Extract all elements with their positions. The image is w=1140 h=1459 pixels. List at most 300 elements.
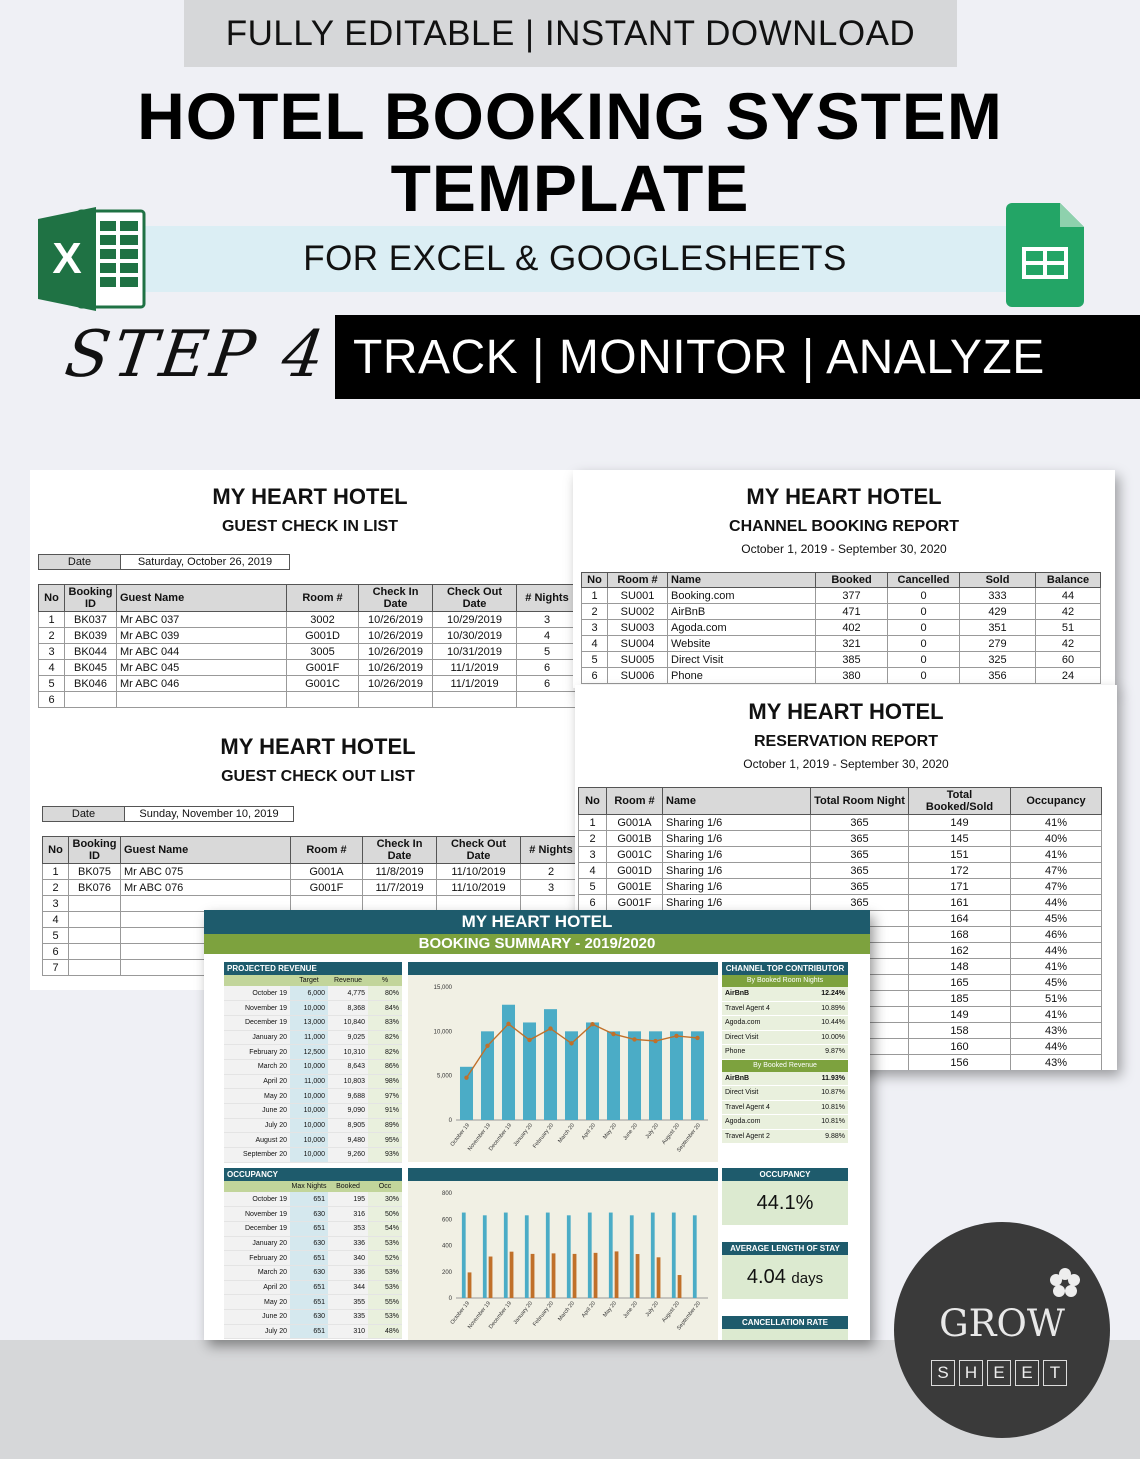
table-cell: 48%	[368, 1324, 402, 1339]
table-cell: 53%	[368, 1280, 402, 1295]
col-booking-id: Booking ID	[69, 837, 121, 864]
booked-bar	[531, 1254, 535, 1298]
table-cell: July 20	[224, 1118, 290, 1133]
by-nights-list	[722, 987, 848, 1060]
table-cell: 0	[888, 652, 960, 668]
table-cell: 365	[811, 879, 909, 895]
table-cell: G001B	[607, 831, 663, 847]
contributor-share: 9.88%	[825, 1132, 845, 1140]
target-bar	[691, 1031, 704, 1120]
table-cell: 1	[582, 588, 608, 604]
y-tick-label: 400	[441, 1243, 452, 1250]
contributor-row	[722, 1031, 848, 1046]
table-cell: 165	[909, 975, 1011, 991]
table-cell: 365	[811, 863, 909, 879]
y-tick-label: 800	[441, 1191, 452, 1197]
table-cell	[117, 692, 287, 708]
max-nights-bar	[567, 1215, 571, 1298]
table-cell: 51%	[1011, 991, 1102, 1007]
contributor-name: AirBnB	[725, 990, 750, 997]
col-nights: # Nights	[517, 585, 578, 612]
table-cell: 158	[909, 1023, 1011, 1039]
google-sheets-icon	[1006, 203, 1084, 307]
table-cell: August 20	[224, 1133, 290, 1148]
table-cell: 344	[328, 1280, 368, 1295]
svg-text:X: X	[52, 234, 82, 283]
table-row	[579, 879, 1102, 895]
revenue-point	[590, 1022, 594, 1026]
table-row	[224, 1207, 402, 1222]
table-cell: April 20	[224, 1074, 290, 1089]
col-no: No	[579, 788, 607, 815]
table-cell: 0	[888, 588, 960, 604]
table-cell: 4	[582, 636, 608, 652]
table-cell: 5	[39, 676, 65, 692]
table-cell: 651	[290, 1295, 328, 1310]
revenue-chart-header	[408, 962, 718, 975]
table-cell: 10,000	[290, 1133, 328, 1148]
table-cell: 195	[328, 1192, 368, 1207]
table-cell: 356	[960, 668, 1036, 684]
table-cell: Agoda.com	[668, 620, 816, 636]
table-cell: 98%	[368, 1074, 402, 1089]
revenue-col-headers	[224, 975, 402, 986]
reservation-period: October 1, 2019 - September 30, 2020	[743, 757, 949, 771]
table-row	[39, 692, 578, 708]
x-tick-label: August 20	[661, 1122, 682, 1146]
table-cell: 402	[816, 620, 888, 636]
col-checkout-date: Check Out Date	[433, 585, 517, 612]
table-cell: October 19	[224, 986, 290, 1001]
x-tick-label: April 20	[580, 1300, 598, 1319]
checkin-hotel-name: MY HEART HOTEL	[212, 484, 408, 509]
table-cell	[69, 960, 121, 976]
channel-period: October 1, 2019 - September 30, 2020	[741, 542, 947, 556]
contributor-name: Agoda.com	[725, 1118, 761, 1125]
table-cell: May 20	[224, 1089, 290, 1104]
table-cell: G001C	[287, 676, 359, 692]
revenue-col-target: Target	[299, 977, 319, 984]
checkout-hotel-name: MY HEART HOTEL	[220, 734, 416, 759]
x-tick-label: May 20	[602, 1300, 619, 1319]
table-cell	[69, 928, 121, 944]
x-tick-label: October 19	[449, 1122, 472, 1148]
col-room: Room #	[291, 837, 363, 864]
contributor-share: 10.81%	[821, 1118, 845, 1125]
table-cell: 162	[909, 943, 1011, 959]
table-cell: December 19	[224, 1015, 290, 1030]
table-cell: 630	[290, 1236, 328, 1251]
table-cell: 377	[816, 588, 888, 604]
table-cell: 44%	[1011, 943, 1102, 959]
table-cell: G001A	[607, 815, 663, 831]
table-cell: 41%	[1011, 815, 1102, 831]
contributor-row	[722, 1086, 848, 1101]
contributor-share: 11.93%	[821, 1074, 845, 1082]
table-cell: 3	[39, 644, 65, 660]
table-cell: AirBnB	[668, 604, 816, 620]
table-cell: 336	[328, 1236, 368, 1251]
target-bar	[607, 1031, 620, 1120]
booked-bar	[468, 1272, 472, 1298]
max-nights-bar	[546, 1213, 550, 1298]
table-cell	[433, 692, 517, 708]
col-cancelled: Cancelled	[888, 573, 960, 588]
table-cell: 149	[909, 815, 1011, 831]
table-cell: 52%	[368, 1251, 402, 1266]
x-tick-label: March 20	[557, 1122, 577, 1145]
occupancy-rows	[224, 1192, 402, 1339]
table-cell: G001E	[607, 879, 663, 895]
col-room: Room #	[607, 788, 663, 815]
table-cell: 91%	[368, 1104, 402, 1119]
col-balance: Balance	[1036, 573, 1101, 588]
table-cell: 630	[290, 1265, 328, 1280]
table-cell: Mr ABC 045	[117, 660, 287, 676]
table-cell: 365	[811, 815, 909, 831]
table-row	[224, 1133, 402, 1148]
table-cell: 83%	[368, 1015, 402, 1030]
table-row	[582, 588, 1101, 604]
contributor-title: CHANNEL TOP CONTRIBUTOR	[722, 962, 848, 975]
table-cell: June 20	[224, 1104, 290, 1119]
x-tick-label: November 19	[467, 1122, 493, 1153]
table-row	[224, 1324, 402, 1339]
table-cell: 82%	[368, 1030, 402, 1045]
table-cell: SU005	[608, 652, 668, 668]
booked-bar	[636, 1254, 640, 1298]
max-nights-bar	[504, 1213, 508, 1298]
table-cell: G001F	[291, 880, 363, 896]
revenue-panel	[224, 962, 402, 1163]
checkin-table	[38, 584, 578, 708]
table-cell	[69, 944, 121, 960]
table-cell: 11/7/2019	[363, 880, 437, 896]
table-cell: June 20	[224, 1310, 290, 1325]
logo-letter: H	[959, 1360, 983, 1386]
logo-letters	[931, 1360, 1067, 1386]
table-row	[39, 644, 578, 660]
table-row	[224, 1089, 402, 1104]
table-cell: 4,775	[328, 986, 368, 1001]
dashboard-subtitle: BOOKING SUMMARY - 2019/2020	[204, 934, 870, 954]
table-cell: 2	[43, 880, 69, 896]
revenue-col-revenue: Revenue	[333, 977, 363, 984]
col-checkin-date: Check In Date	[363, 837, 437, 864]
table-cell: 5	[582, 652, 608, 668]
avg-stay-unit: days	[791, 1270, 824, 1287]
table-row	[224, 1104, 402, 1119]
table-cell: 471	[816, 604, 888, 620]
channel-hotel-name: MY HEART HOTEL	[746, 484, 942, 509]
table-cell: 365	[811, 847, 909, 863]
table-cell: 1	[43, 864, 69, 880]
col-room: Room #	[608, 573, 668, 588]
contributor-share: 10.87%	[821, 1089, 845, 1096]
table-cell: 172	[909, 863, 1011, 879]
table-cell: 145	[909, 831, 1011, 847]
table-cell: 335	[328, 1310, 368, 1325]
revenue-point	[527, 1038, 531, 1042]
table-row	[224, 1001, 402, 1016]
step-label: STEP 4	[60, 318, 333, 392]
table-row	[579, 815, 1102, 831]
checkout-date-box	[42, 806, 294, 822]
table-cell: 9,260	[328, 1148, 368, 1163]
x-tick-label: December 19	[488, 1300, 514, 1331]
table-cell: 80%	[368, 986, 402, 1001]
channel-title: CHANNEL BOOKING REPORT	[729, 518, 959, 535]
table-cell: 10/30/2019	[433, 628, 517, 644]
contributor-name: Travel Agent 2	[725, 1132, 770, 1140]
table-cell: December 19	[224, 1221, 290, 1236]
table-cell: 13,000	[290, 1015, 328, 1030]
x-tick-label: October 19	[449, 1300, 472, 1326]
table-cell: 148	[909, 959, 1011, 975]
x-tick-label: July 20	[644, 1300, 661, 1318]
contributor-name: Direct Visit	[725, 1089, 759, 1096]
table-cell: 10,310	[328, 1045, 368, 1060]
avg-stay-value: 4.04	[746, 1266, 786, 1288]
max-nights-bar	[588, 1213, 592, 1298]
table-cell: 8,368	[328, 1001, 368, 1016]
table-cell: 365	[811, 895, 909, 911]
col-no: No	[39, 585, 65, 612]
subtitle-band	[140, 226, 1010, 292]
x-tick-label: July 20	[644, 1122, 661, 1140]
table-cell: 651	[290, 1251, 328, 1266]
table-cell: 5	[579, 879, 607, 895]
checkin-date-value: Saturday, October 26, 2019	[137, 556, 273, 568]
table-cell: 0	[888, 668, 960, 684]
avg-stay-box	[722, 1255, 848, 1299]
x-tick-label: June 20	[622, 1300, 640, 1320]
table-cell: Website	[668, 636, 816, 652]
table-cell: G001C	[607, 847, 663, 863]
target-bar	[670, 1031, 683, 1120]
table-cell: 46%	[1011, 927, 1102, 943]
table-cell: 3	[579, 847, 607, 863]
table-cell: 316	[328, 1207, 368, 1222]
occupancy-col-headers	[224, 1181, 402, 1192]
contributor-row	[722, 1045, 848, 1060]
table-cell: 340	[328, 1251, 368, 1266]
table-cell: 6	[517, 660, 578, 676]
max-nights-bar	[609, 1213, 613, 1298]
table-cell: 10/26/2019	[359, 660, 433, 676]
table-cell: 325	[960, 652, 1036, 668]
occupancy-kpi	[722, 1168, 848, 1225]
table-cell: 355	[328, 1295, 368, 1310]
cancellation-box	[722, 1329, 848, 1340]
table-cell: 185	[909, 991, 1011, 1007]
table-cell: BK045	[65, 660, 117, 676]
table-cell: SU004	[608, 636, 668, 652]
table-cell: 6	[43, 944, 69, 960]
table-row	[39, 660, 578, 676]
table-cell: 4	[43, 912, 69, 928]
table-cell: 651	[290, 1324, 328, 1339]
contributor-row	[722, 1130, 848, 1145]
table-cell: 10,000	[290, 1001, 328, 1016]
table-cell: SU002	[608, 604, 668, 620]
revenue-point	[485, 1044, 489, 1048]
table-cell: 10,000	[290, 1148, 328, 1163]
logo-letter: E	[1015, 1360, 1039, 1386]
channel-table	[581, 572, 1101, 684]
contributor-share: 10.89%	[821, 1004, 845, 1012]
max-nights-bar	[693, 1215, 697, 1298]
table-row	[224, 1310, 402, 1325]
table-cell: 2	[582, 604, 608, 620]
table-cell: 149	[909, 1007, 1011, 1023]
x-tick-label: May 20	[602, 1122, 619, 1141]
table-row	[224, 1045, 402, 1060]
col-room: Room #	[287, 585, 359, 612]
table-cell: 353	[328, 1221, 368, 1236]
table-cell: 279	[960, 636, 1036, 652]
x-tick-label: September 20	[676, 1300, 703, 1332]
x-tick-label: February 20	[532, 1300, 556, 1328]
table-cell: 2	[521, 864, 582, 880]
booked-bar	[594, 1253, 598, 1298]
table-cell: 3	[43, 896, 69, 912]
checkout-date-value: Sunday, November 10, 2019	[139, 808, 279, 820]
table-cell: 11/1/2019	[433, 676, 517, 692]
table-row	[39, 676, 578, 692]
contributor-name: AirBnB	[725, 1074, 750, 1082]
table-cell: Mr ABC 076	[121, 880, 291, 896]
table-cell: 10/29/2019	[433, 612, 517, 628]
table-cell: September 20	[224, 1148, 290, 1163]
reservation-hotel-name: MY HEART HOTEL	[748, 699, 944, 724]
main-title-line1: HOTEL BOOKING SYSTEM	[137, 79, 1003, 153]
table-cell: 43%	[1011, 1055, 1102, 1071]
table-cell: 10,840	[328, 1015, 368, 1030]
table-cell: 11/10/2019	[437, 864, 521, 880]
occupancy-chart	[408, 1181, 718, 1340]
table-cell: 3	[517, 612, 578, 628]
table-cell: 9,090	[328, 1104, 368, 1119]
table-cell: Mr ABC 039	[117, 628, 287, 644]
table-row	[224, 1236, 402, 1251]
revenue-point	[464, 1075, 468, 1079]
table-cell: 0	[888, 620, 960, 636]
table-cell: BK037	[65, 612, 117, 628]
table-row	[43, 864, 582, 880]
col-total-booked: Total Booked/Sold	[909, 788, 1011, 815]
target-bar	[628, 1031, 641, 1120]
max-nights-bar	[630, 1215, 634, 1298]
contributor-row	[722, 1016, 848, 1031]
table-cell: 55%	[368, 1295, 402, 1310]
table-cell: 651	[290, 1280, 328, 1295]
table-cell: G001F	[607, 895, 663, 911]
table-cell: 4	[517, 628, 578, 644]
table-cell: 12,500	[290, 1045, 328, 1060]
table-cell: 10,000	[290, 1104, 328, 1119]
revenue-point	[506, 1022, 510, 1026]
col-no: No	[582, 573, 608, 588]
occupancy-col-max: Max Nights	[291, 1183, 327, 1190]
col-checkin-date: Check In Date	[359, 585, 433, 612]
table-cell: 10/26/2019	[359, 644, 433, 660]
table-cell: BK039	[65, 628, 117, 644]
tagline-band	[335, 315, 1140, 399]
x-tick-label: January 20	[512, 1122, 535, 1148]
max-nights-bar	[651, 1213, 655, 1298]
table-cell	[287, 692, 359, 708]
contributor-name: Travel Agent 4	[725, 1103, 770, 1111]
table-cell: 630	[290, 1310, 328, 1325]
table-cell: 333	[960, 588, 1036, 604]
max-nights-bar	[525, 1215, 529, 1298]
revenue-rows	[224, 986, 402, 1162]
booked-bar	[573, 1254, 577, 1298]
table-cell: 60	[1036, 652, 1101, 668]
table-cell: 164	[909, 911, 1011, 927]
revenue-point	[695, 1036, 699, 1040]
table-row	[224, 1280, 402, 1295]
table-cell: Sharing 1/6	[663, 863, 811, 879]
revenue-point	[674, 1034, 678, 1038]
occupancy-panel-title: OCCUPANCY	[224, 1168, 402, 1181]
max-nights-bar	[462, 1213, 466, 1298]
table-cell: 53%	[368, 1236, 402, 1251]
table-cell: 6,000	[290, 986, 328, 1001]
table-cell: 53%	[368, 1265, 402, 1280]
occupancy-col-occ: Occ	[378, 1183, 392, 1190]
table-cell: 321	[816, 636, 888, 652]
table-row	[43, 880, 582, 896]
by-revenue-list	[722, 1072, 848, 1145]
table-cell: 6	[39, 692, 65, 708]
reservation-title: RESERVATION REPORT	[753, 733, 939, 750]
table-cell: 0	[888, 636, 960, 652]
booked-bar	[615, 1251, 619, 1298]
table-cell: G001D	[287, 628, 359, 644]
table-cell: 41%	[1011, 847, 1102, 863]
target-bar	[586, 1022, 599, 1120]
table-cell: BK075	[69, 864, 121, 880]
table-cell: 168	[909, 927, 1011, 943]
table-cell: 11/10/2019	[437, 880, 521, 896]
col-name: Name	[663, 788, 811, 815]
table-cell: 156	[909, 1055, 1011, 1071]
table-cell: April 20	[224, 1280, 290, 1295]
col-occupancy: Occupancy	[1011, 788, 1102, 815]
table-cell	[359, 692, 433, 708]
table-row	[224, 1015, 402, 1030]
max-nights-bar	[672, 1213, 676, 1298]
table-cell: BK046	[65, 676, 117, 692]
table-cell: 10,000	[290, 1059, 328, 1074]
table-cell: 9,480	[328, 1133, 368, 1148]
table-row	[224, 1251, 402, 1266]
table-row	[579, 831, 1102, 847]
table-cell: 171	[909, 879, 1011, 895]
table-cell: Sharing 1/6	[663, 895, 811, 911]
col-total-room-night: Total Room Night	[811, 788, 909, 815]
table-cell: SU003	[608, 620, 668, 636]
contributor-row	[722, 987, 848, 1002]
table-cell: 385	[816, 652, 888, 668]
table-cell: 160	[909, 1039, 1011, 1055]
table-cell: SU001	[608, 588, 668, 604]
checkin-title: GUEST CHECK IN LIST	[221, 518, 398, 535]
y-tick-label: 5,000	[436, 1073, 452, 1080]
dashboard-title: MY HEART HOTEL	[204, 910, 870, 934]
